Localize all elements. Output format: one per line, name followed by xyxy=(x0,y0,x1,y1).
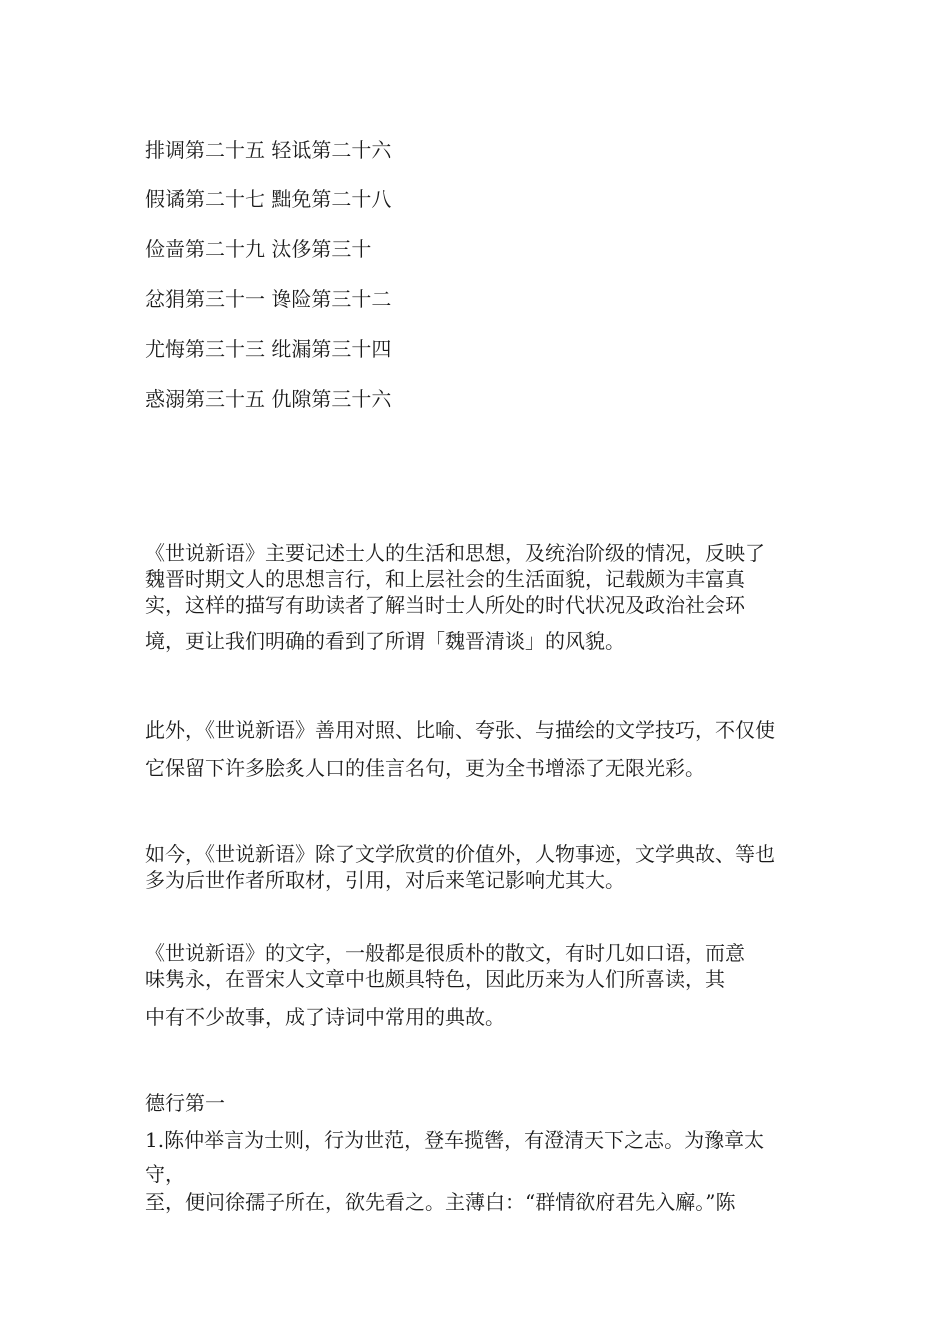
section-line: 1.陈仲举言为士则，行为世范，登车揽辔，有澄清天下之志。为豫章太 xyxy=(145,1128,765,1152)
paragraph-line: 《世说新语》主要记述士人的生活和思想，及统治阶级的情况，反映了 xyxy=(145,541,765,565)
chapter-line: 排调第二十五 轻诋第二十六 xyxy=(145,138,392,162)
chapter-line: 假谲第二十七 黜免第二十八 xyxy=(145,187,392,211)
paragraph-line: 《世说新语》的文字，一般都是很质朴的散文，有时几如口语，而意 xyxy=(145,941,745,965)
paragraph-line: 魏晋时期文人的思想言行，和上层社会的生活面貌，记载颇为丰富真 xyxy=(145,567,745,591)
paragraph-line: 它保留下许多脍炙人口的佳言名句，更为全书增添了无限光彩。 xyxy=(145,756,705,780)
chapter-line: 俭啬第二十九 汰侈第三十 xyxy=(145,237,372,261)
paragraph-line: 如今，《世说新语》除了文学欣赏的价值外，人物事迹，文学典故、等也 xyxy=(145,842,775,866)
chapter-line: 忿狷第三十一 谗险第三十二 xyxy=(145,287,392,311)
paragraph-line: 多为后世作者所取材，引用，对后来笔记影响尤其大。 xyxy=(145,868,625,892)
section-title: 德行第一 xyxy=(145,1091,225,1115)
paragraph-line: 中有不少故事，成了诗词中常用的典故。 xyxy=(145,1005,505,1029)
chapter-line: 尤悔第三十三 纰漏第三十四 xyxy=(145,337,392,361)
paragraph-line: 境，更让我们明确的看到了所谓「魏晋清谈」的风貌。 xyxy=(145,629,625,653)
paragraph-line: 实，这样的描写有助读者了解当时士人所处的时代状况及政治社会环 xyxy=(145,593,745,617)
paragraph-line: 此外，《世说新语》善用对照、比喻、夸张、与描绘的文学技巧，不仅使 xyxy=(145,718,775,742)
paragraph-line: 味隽永，在晋宋人文章中也颇具特色，因此历来为人们所喜读，其 xyxy=(145,967,725,991)
section-line: 守， xyxy=(145,1162,185,1186)
section-line: 至，便问徐孺子所在，欲先看之。主薄白：“群情欲府君先入廨。”陈 xyxy=(145,1190,736,1214)
chapter-line: 惑溺第三十五 仇隙第三十六 xyxy=(145,387,392,411)
